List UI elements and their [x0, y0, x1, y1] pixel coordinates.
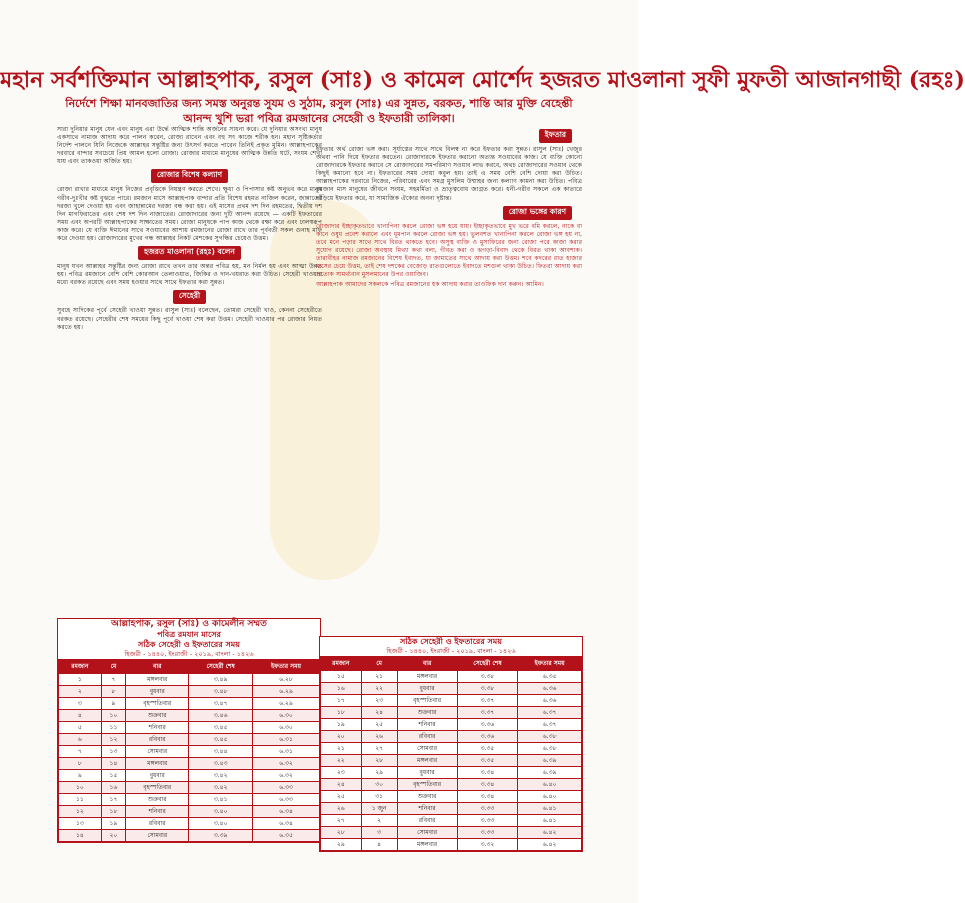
table-row [59, 830, 320, 842]
table-cell: রবিবার [126, 734, 189, 746]
table-row [321, 803, 582, 815]
table-cell: ৮ [101, 686, 126, 698]
table-cell: ২২ [321, 755, 362, 767]
table-cell: ২৯ [321, 839, 362, 851]
table-cell: ১৬ [321, 683, 362, 695]
header-cell: মে [361, 657, 397, 671]
table-cell: ৩.৪৭ [189, 698, 253, 710]
table-cell: ২৬ [361, 731, 397, 743]
section-heading-sayings: হজরত মাওলানা (রহঃ) বলেন [138, 246, 241, 260]
table-row [59, 686, 320, 698]
table-cell: ১৭ [101, 794, 126, 806]
table-cell: ৩.৩৮ [457, 671, 518, 683]
table-cell: ১৫ [321, 671, 362, 683]
table-cell: ৩.৪৮ [189, 686, 253, 698]
table-cell: বৃহস্পতিবার [397, 779, 457, 791]
table-row [59, 818, 320, 830]
table-cell: বুধবার [397, 683, 457, 695]
table-cell: ৬.৩১ [253, 734, 320, 746]
table-cell: সোমবার [126, 746, 189, 758]
table-cell: ৬.৩৪ [253, 806, 320, 818]
table-cell: ১৩ [101, 746, 126, 758]
table-cell: ৩.৪০ [189, 806, 253, 818]
table-cell: বৃহস্পতিবার [126, 698, 189, 710]
table-cell: ২১ [361, 671, 397, 683]
table-cell: বুধবার [397, 767, 457, 779]
table-cell: ৬.৩৫ [518, 671, 582, 683]
table-row [321, 815, 582, 827]
schedule-subtitle: পবিত্র রমযান মাসের [157, 630, 221, 639]
table-cell: ২০ [321, 731, 362, 743]
timetable [58, 659, 320, 842]
table-header-row [59, 660, 320, 674]
section-heading-breaking-causes: রোজা ভঙ্গের কারণ [503, 206, 572, 220]
table-cell: ৬.৩৯ [518, 755, 582, 767]
table-row [321, 719, 582, 731]
table-cell: ২৭ [361, 743, 397, 755]
table-cell: ৬.৩৯ [518, 767, 582, 779]
table-cell: ৬.৪১ [518, 815, 582, 827]
table-cell: ১২ [59, 806, 102, 818]
header-cell: রমজান [59, 660, 102, 674]
table-cell: ৩.৩৭ [457, 695, 518, 707]
section-heading-iftar: ইফতার [539, 129, 572, 143]
table-cell: ২৪ [321, 779, 362, 791]
table-cell: ৩.৪৯ [189, 674, 253, 686]
header-cell: ইফতার সময় [253, 660, 320, 674]
table-cell: ৬.৪২ [518, 839, 582, 851]
table-cell: মঙ্গলবার [126, 758, 189, 770]
table-cell: বৃহস্পতিবার [126, 782, 189, 794]
table-cell: ২৬ [321, 803, 362, 815]
table-cell: ১১ [101, 722, 126, 734]
table-row [59, 758, 320, 770]
table-cell: ৯ [59, 770, 102, 782]
table-cell: ৬.৩৩ [253, 782, 320, 794]
header-cell: সেহেরী শেষ [457, 657, 518, 671]
table-row [321, 695, 582, 707]
table-cell: মঙ্গলবার [397, 755, 457, 767]
table-cell: সোমবার [397, 743, 457, 755]
table-cell: সোমবার [397, 827, 457, 839]
table-cell: ৩ [59, 698, 102, 710]
table-cell: বুধবার [126, 770, 189, 782]
schedule-subtitle-times: সঠিক সেহেরী ও ইফতারের সময় [138, 640, 240, 649]
table-cell: ৩১ [361, 791, 397, 803]
table-cell: মঙ্গলবার [397, 839, 457, 851]
table-row [59, 746, 320, 758]
table-cell: শনিবার [397, 803, 457, 815]
table-cell: ৩.৪১ [189, 794, 253, 806]
table-cell: ৩.৪৪ [189, 746, 253, 758]
table-row [321, 671, 582, 683]
table-cell: ৬.৩০ [253, 710, 320, 722]
table-cell: ৩.৪৩ [189, 758, 253, 770]
header-cell: মে [101, 660, 126, 674]
table-cell: রবিবার [126, 818, 189, 830]
table-cell: ১১ [59, 794, 102, 806]
table-cell: ৩.৩৯ [189, 830, 253, 842]
schedule-table-left [57, 618, 321, 843]
table-cell: ৬.৩৮ [518, 743, 582, 755]
schedule-subtitle-times: সঠিক সেহেরী ও ইফতারের সময় [400, 637, 502, 646]
table-cell: ৩.৪৫ [189, 722, 253, 734]
table-cell: ৬.৩৭ [518, 719, 582, 731]
table-cell: ২৯ [361, 767, 397, 779]
table-cell: ৭ [101, 674, 126, 686]
table-cell: ১৯ [101, 818, 126, 830]
table-cell: মঙ্গলবার [397, 671, 457, 683]
timetable [320, 656, 582, 851]
table-cell: ৭ [59, 746, 102, 758]
table-cell: ৬.৩৮ [518, 731, 582, 743]
table-row [59, 782, 320, 794]
table-row [321, 707, 582, 719]
table-cell: ২৩ [321, 767, 362, 779]
table-row [59, 674, 320, 686]
table-cell: ৩.৩২ [457, 839, 518, 851]
table-cell: ৬.৪২ [518, 827, 582, 839]
table-cell: রবিবার [397, 731, 457, 743]
table-cell: ১ জুন [361, 803, 397, 815]
schedule-title: আল্লাহপাক, রসুল (সাঃ) ও কামেলীন সম্মত [111, 619, 267, 629]
table-row [321, 683, 582, 695]
table-row [59, 722, 320, 734]
table-cell: শনিবার [397, 719, 457, 731]
table-cell: ৬.৩৪ [253, 818, 320, 830]
table-row [321, 743, 582, 755]
table-cell: ৬.২৯ [253, 686, 320, 698]
right-column [316, 126, 582, 291]
table-cell: ২৫ [321, 791, 362, 803]
table-cell: ২২ [361, 683, 397, 695]
table-row [59, 734, 320, 746]
table-cell: ১ [59, 674, 102, 686]
table-cell: ১৩ [59, 818, 102, 830]
table-cell: ৩.৩৩ [457, 803, 518, 815]
table-cell: ৬.৩৬ [518, 695, 582, 707]
table-cell: ৮ [59, 758, 102, 770]
table-cell: ৬.৪০ [518, 791, 582, 803]
sehri-paragraph: সুবহে সাদিকের পূর্বে সেহেরী খাওয়া সুন্নত। রাসুল (সাঃ) বলেছেন, তোমরা সেহেরী খাও, কেননা সেহেরীতে বরকত রয়েছে। সেহেরীর শেষ সময়ের কিছু পূর্বে খাওয়া শেষ করা উত্তম। সেহেরী খাওয়ার পর রোজার নিয়ত করতে হয়। [57, 307, 322, 331]
intro-paragraph: সারা দুনিয়ার মানুষ যেন এবং মানুষ এরা উর্দ্ধে আত্মিক শান্তি অর্জনের সাধনা করে। যে দুনিয়ার অসংখ্য মানুষ একসাথে নামাজ আদায় করে পালন করেন, রোজা রাখেন এবং বহু সৎ কাজে শরীক হন। মহান সৃষ্টিকর্তার নির্দেশ পালনে যিনি নিজেকে আল্লাহর সন্তুষ্টির জন্য উৎসর্গ করতে পারেন তিনিই প্রকৃত মুমিন। আল্লাহপাকের দরবারে বান্দার সবচেয়ে প্রিয় আমল হলো রোজা। রোজার মাধ্যমে মানুষের আত্মিক উন্নতি ঘটে, সংযম শেখা যায় এবং তাকওয়া অর্জিত হয়। [57, 126, 322, 166]
iftar-paragraph: ইফতার অর্থ রোজা ভঙ্গ করা। সূর্যাস্তের সাথে সাথে বিলম্ব না করে ইফতার করা সুন্নত। রাসুল (সাঃ) খেজুর অথবা পানি দিয়ে ইফতার করতেন। রোজাদারকে ইফতার করানো অত্যন্ত সওয়াবের কাজ। যে ব্যক্তি কোনো রোজাদারকে ইফতার করাবে সে রোজাদারের সমপরিমাণ সওয়াব লাভ করবে, অথচ রোজাদারের সওয়াব থেকে কিছুই কমানো হবে না। ইফতারের সময় দোয়া কবুল হয়। তাই এ সময় বেশি বেশি দোয়া করা উচিত। আল্লাহপাকের দরবারে নিজের, পরিবারের এবং সমগ্র মুসলিম উম্মাহর জন্য কল্যাণ কামনা করা উচিত। পবিত্র রমজান মাস মানুষের জীবনে সংযম, সহমর্মিতা ও ভ্রাতৃত্ববোধ জাগ্রত করে। ধনী-গরীব সকলে এক কাতারে দাঁড়িয়ে ইফতার করে, যা সামাজিক ঐক্যের অনন্য দৃষ্টান্ত। [316, 146, 582, 202]
table-cell: ৬.৩৬ [518, 683, 582, 695]
schedule-date-line: হিজরী - ১৪৪০, ইংরাজী - ২০১৯, বাংলা - ১৪২৬ [124, 650, 254, 658]
table-cell: ২৭ [321, 815, 362, 827]
table-cell: ৩.৩৬ [457, 719, 518, 731]
table-cell: ৩.৪২ [189, 782, 253, 794]
table-cell: ৩.৪০ [189, 818, 253, 830]
table-cell: শনিবার [126, 722, 189, 734]
header-cell: বার [126, 660, 189, 674]
header-cell: ইফতার সময় [518, 657, 582, 671]
header-cell: বার [397, 657, 457, 671]
table-cell: ৬.৩২ [253, 770, 320, 782]
table-header-row [321, 657, 582, 671]
table-cell: ২৪ [361, 707, 397, 719]
table-row [59, 794, 320, 806]
table-cell: ১৬ [101, 782, 126, 794]
table-cell: ৬.৩১ [253, 746, 320, 758]
header-cell: রমজান [321, 657, 362, 671]
table-cell: ৯ [101, 698, 126, 710]
table-cell: ১৮ [321, 707, 362, 719]
page-subtitle: নির্দেশে শিক্ষা মানবজাতির জন্য সমস্ত অনুরন্ত সুযম ও সুঠাম, রসুল (সাঃ) এর সুন্নত, বরকত, শান্তি আর মুক্তি বেহেশ্তী আনন্দ খুশি ভরা পবিত্র রমজানের সেহেরী ও ইফতারী তালিকা। [65, 97, 573, 125]
table-row [59, 698, 320, 710]
section-heading-fasting-benefits: রোজার বিশেষ কল্যাণ [151, 169, 228, 183]
table-cell: ১৮ [101, 806, 126, 818]
table-row [59, 770, 320, 782]
table-cell: শুক্রবার [126, 794, 189, 806]
schedule-table-right [319, 636, 583, 852]
table-cell: ১৯ [321, 719, 362, 731]
table-row [59, 710, 320, 722]
table-cell: ৩.৩৫ [457, 755, 518, 767]
table-cell: ২ [59, 686, 102, 698]
table-cell: ১৫ [101, 770, 126, 782]
table-cell: ৬.২৯ [253, 698, 320, 710]
table-cell: ৬.৪১ [518, 803, 582, 815]
table-cell: রবিবার [397, 815, 457, 827]
table-row [321, 827, 582, 839]
table-cell: সোমবার [126, 830, 189, 842]
sayings-paragraph: মানুষ যখন আল্লাহর সন্তুষ্টির জন্য রোজা রাখে তখন তার অন্তর পবিত্র হয়, মন নির্মল হয় এবং আত্মা উন্নত হয়। পবিত্র রমজানে বেশি বেশি কোরআন তেলাওয়াত, জিকির ও দান-খয়রাত করা উচিত। সেহেরী খাওয়ার মধ্যে বরকত রয়েছে এবং সময় হওয়ার সাথে সাথে ইফতার করা সুন্নত। [57, 263, 322, 287]
table-cell: বুধবার [126, 686, 189, 698]
table-row [321, 779, 582, 791]
header-cell: সেহেরী শেষ [189, 660, 253, 674]
table-cell: ৬.৪০ [518, 779, 582, 791]
table-cell: ৬.২৮ [253, 674, 320, 686]
table-cell: ১৭ [321, 695, 362, 707]
table-cell: ৩.৩৫ [457, 743, 518, 755]
table-cell: শনিবার [126, 806, 189, 818]
table-cell: ২৩ [361, 695, 397, 707]
table-cell: ৩.৪৫ [189, 734, 253, 746]
table-cell: ৪ [59, 710, 102, 722]
table-cell: ৬.৩৭ [518, 707, 582, 719]
table-cell: ৩.৩৪ [457, 779, 518, 791]
table-cell: ২৫ [361, 719, 397, 731]
table-cell: শুক্রবার [126, 710, 189, 722]
table-row [59, 806, 320, 818]
table-cell: ৬.৩০ [253, 722, 320, 734]
table-cell: ৩.৩৭ [457, 707, 518, 719]
table-cell: শুক্রবার [397, 791, 457, 803]
table-cell: ২ [361, 815, 397, 827]
table-cell: ৩.৩৩ [457, 815, 518, 827]
table-cell: ৩.৪৬ [189, 710, 253, 722]
table-cell: ১০ [59, 782, 102, 794]
table-cell: ৩.৪২ [189, 770, 253, 782]
table-cell: ১৪ [59, 830, 102, 842]
page-title: মহান সর্বশক্তিমান আল্লাহপাক, রসুল (সাঃ) ও কামেল মোর্শেদ হজরত মাওলানা সুফী মুফতী আজানগাছী (রহঃ) [0, 67, 965, 93]
table-row [321, 731, 582, 743]
left-column [57, 126, 322, 334]
fasting-benefits-paragraph: রোজা রাখার মাধ্যমে মানুষ নিজের প্রবৃত্তিকে নিয়ন্ত্রণ করতে শেখে। ক্ষুধা ও পিপাসার কষ্ট অনুভব করে মানুষ গরীব-দুঃখীর কষ্ট বুঝতে পারে। রমজান মাসে আল্লাহপাক বান্দার প্রতি বিশেষ রহমত নাজিল করেন, জান্নাতের দরজা খুলে দেওয়া হয় এবং জাহান্নামের দরজা বন্ধ করা হয়। এই মাসের প্রথম দশ দিন রহমতের, দ্বিতীয় দশ দিন মাগফিরাতের এবং শেষ দশ দিন নাজাতের। রোজাদারের জন্য দুটি আনন্দ রয়েছে — একটি ইফতারের সময় এবং অপরটি আল্লাহপাকের সাক্ষাতের সময়। রোজা মানুষকে পাপ কাজ থেকে রক্ষা করে এবং ঢালস্বরূপ কাজ করে। যে ব্যক্তি ঈমানের সাথে সওয়াবের আশায় রমজানের রোজা রাখে তার পূর্ববর্তী সকল গুনাহ মাফ করে দেওয়া হয়। রোজাদারের মুখের গন্ধ আল্লাহর নিকট মেশকের সুগন্ধির চেয়েও উত্তম। [57, 186, 322, 243]
table-cell: ৩.৩৮ [457, 683, 518, 695]
table-cell: ৬.৩৫ [253, 830, 320, 842]
table-cell: ৬.৩৩ [253, 794, 320, 806]
table-cell: শুক্রবার [397, 707, 457, 719]
table-cell: ৪ [361, 839, 397, 851]
table-cell: ৩.৩৪ [457, 767, 518, 779]
table-cell: ২৮ [321, 827, 362, 839]
table-cell: বৃহস্পতিবার [397, 695, 457, 707]
table-cell: ৬.৩২ [253, 758, 320, 770]
table-cell: ৩০ [361, 779, 397, 791]
table-cell: ১৪ [101, 758, 126, 770]
table-row [321, 755, 582, 767]
table-cell: ৩.৩৪ [457, 791, 518, 803]
table-cell: ৩ [361, 827, 397, 839]
table-cell: ২৮ [361, 755, 397, 767]
breaking-causes-paragraph: রোজাদার ইচ্ছাকৃতভাবে খানাপিনা করলে রোজা ভঙ্গ হয়ে যায়। ইচ্ছাকৃতভাবে মুখ ভরে বমি করলে, নাকে বা কানে ওষুধ প্রবেশ করালে এবং ধূমপান করলে রোজা ভঙ্গ হয়। ভুলবশত খানাপিনা করলে রোজা ভঙ্গ হয় না, তবে মনে পড়ার সাথে সাথে বিরত থাকতে হবে। অসুস্থ ব্যক্তি ও মুসাফিরের জন্য রোজা পরে কাজা করার সুযোগ রয়েছে। রোজা অবস্থায় মিথ্যা কথা বলা, গীবত করা ও ঝগড়া-বিবাদ থেকে বিরত থাকা আবশ্যক। তারাবীহর নামাজ রমজানের বিশেষ ইবাদত, যা জামাতের সাথে আদায় করা উত্তম। শবে কদরের রাত হাজার মাসের চেয়ে উত্তম, তাই শেষ দশকের বেজোড় রাতগুলোতে ইবাদতে মশগুল থাকা উচিত। ফিতরা আদায় করা প্রত্যেক সামর্থ্যবান মুসলমানের উপর ওয়াজিব। [316, 222, 582, 279]
table-cell: ৫ [59, 722, 102, 734]
table-row [321, 767, 582, 779]
table-cell: মঙ্গলবার [126, 674, 189, 686]
closing-paragraph: আল্লাহপাক আমাদের সকলকে পবিত্র রমজানের হক আদায় করার তাওফিক দান করুন। আমিন। [316, 281, 544, 289]
table-cell: ২১ [321, 743, 362, 755]
table-cell: ৩.৩৩ [457, 827, 518, 839]
section-heading-sehri: সেহেরী [173, 290, 206, 304]
schedule-date-line: হিজরী - ১৪৪০, ইংরাজী - ২০১৯, বাংলা - ১৪২৬ [386, 647, 516, 655]
table-cell: ১২ [101, 734, 126, 746]
table-row [321, 791, 582, 803]
table-cell: ১০ [101, 710, 126, 722]
table-cell: ৬ [59, 734, 102, 746]
table-row [321, 839, 582, 851]
table-cell: ৩.৩৬ [457, 731, 518, 743]
table-cell: ২০ [101, 830, 126, 842]
